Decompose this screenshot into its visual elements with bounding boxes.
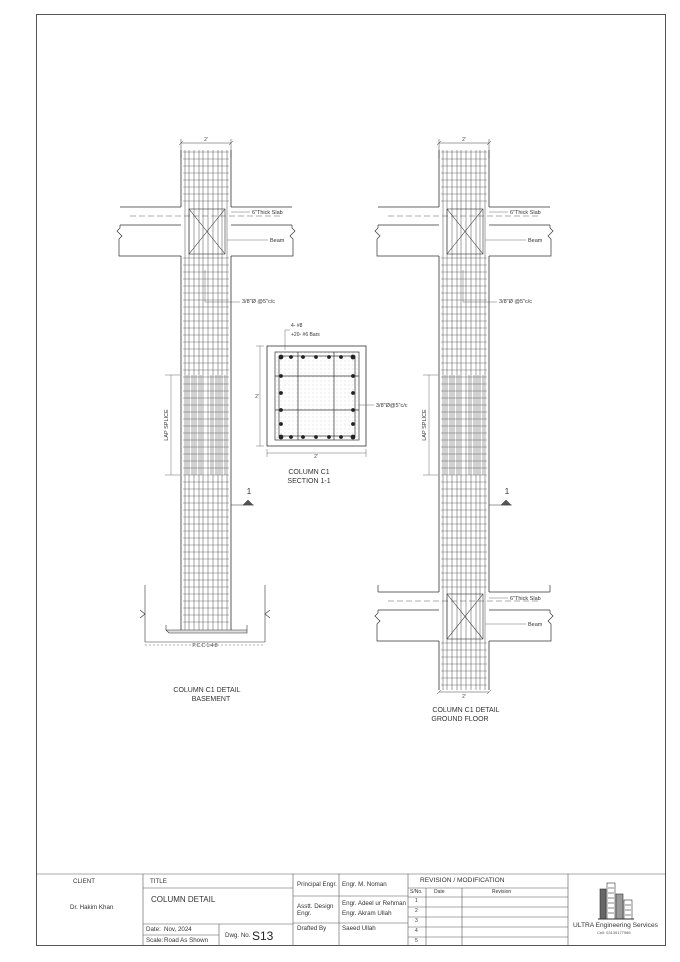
drafted-by-label: Drafted By bbox=[297, 925, 327, 932]
revision-col-date: Date bbox=[434, 889, 445, 895]
scale-label: Scale: bbox=[146, 937, 164, 944]
rebar-dot bbox=[351, 408, 355, 412]
rebar-dot bbox=[279, 355, 284, 360]
rebar-dot bbox=[351, 391, 355, 395]
rebar-dot bbox=[301, 435, 305, 439]
revision-header: REVISION / MODIFICATION bbox=[420, 877, 505, 884]
column-section-1-1 bbox=[255, 323, 408, 485]
rebar-dot bbox=[279, 422, 283, 426]
rebar-dot bbox=[279, 391, 283, 395]
left-pcc-label: P.C.C 1:4:8 bbox=[192, 643, 218, 649]
right-slab-label-2: 6"Thick Slab bbox=[510, 596, 541, 602]
right-beam-label-2: Beam bbox=[528, 622, 543, 628]
revision-col-revision: Revision bbox=[492, 889, 512, 895]
right-beam-label: Beam bbox=[528, 238, 543, 244]
title-label: TITLE bbox=[150, 878, 167, 885]
client-label: CLIENT bbox=[73, 878, 96, 885]
right-bottom-dim-label: 2' bbox=[462, 694, 466, 700]
asst-design-label-1: Asstt. Design bbox=[297, 903, 334, 910]
company-name: ULTRA Engineering Services bbox=[573, 922, 658, 929]
left-slab-label: 6"Thick Slab bbox=[252, 210, 283, 216]
section-bar-note-2: +20- #6 Bars bbox=[291, 332, 320, 338]
revision-col-sno: S/No. bbox=[410, 889, 423, 895]
rebar-dot bbox=[279, 435, 284, 440]
right-tie-label: 3/8"Ø @5"c/c bbox=[499, 299, 533, 305]
asst-design-label-2: Engr. bbox=[297, 910, 312, 917]
left-lap-bars bbox=[187, 375, 225, 475]
rebar-dot bbox=[351, 374, 355, 378]
right-column-elevation bbox=[375, 137, 553, 723]
client-name: Dr. Hakim Khan bbox=[70, 904, 114, 911]
left-section-marker bbox=[231, 500, 254, 505]
revision-row-num: 5 bbox=[415, 938, 418, 944]
rebar-dot bbox=[279, 374, 283, 378]
company-logo-icon bbox=[598, 883, 634, 919]
date-label: Date: bbox=[146, 926, 161, 933]
rebar-dot bbox=[327, 435, 331, 439]
left-lap-splice-label: LAP SPLICE bbox=[164, 409, 170, 441]
revision-row-num: 2 bbox=[415, 908, 418, 914]
rebar-dot bbox=[327, 355, 331, 359]
rebar-dot bbox=[351, 422, 355, 426]
right-slab-label: 6"Thick Slab bbox=[510, 210, 541, 216]
principal-engr-value: Engr. M. Noman bbox=[342, 881, 387, 888]
right-title-line2: GROUND FLOOR bbox=[431, 716, 489, 723]
section-width-dim: 2' bbox=[314, 454, 318, 460]
left-tie-label: 3/8"Ø @5"c/c bbox=[242, 299, 276, 305]
drafted-by-value: Saeed Ullah bbox=[342, 925, 376, 932]
right-width-dim-label: 2' bbox=[462, 137, 466, 143]
date-value: Nov, 2024 bbox=[164, 926, 192, 933]
revision-row-num: 3 bbox=[415, 918, 418, 924]
scale-value: Road As Shown bbox=[164, 937, 209, 944]
section-title-line1: COLUMN C1 bbox=[288, 469, 330, 476]
left-column-elevation bbox=[117, 137, 295, 703]
right-lap-bars bbox=[445, 375, 483, 475]
rebar-dot bbox=[339, 355, 343, 359]
section-title-line2: SECTION 1-1 bbox=[287, 478, 331, 485]
rebar-dot bbox=[314, 355, 318, 359]
section-bar-note-1: 4- #8 bbox=[291, 323, 303, 329]
left-title-line1: COLUMN C1 DETAIL bbox=[173, 687, 241, 694]
left-beam-box bbox=[189, 209, 225, 254]
company-cell: Cell: 03139177986 bbox=[597, 930, 631, 935]
rebar-dot bbox=[314, 435, 318, 439]
rebar-dot bbox=[289, 355, 293, 359]
revision-row-num: 4 bbox=[415, 928, 418, 934]
left-section-mark-label: 1 bbox=[246, 487, 252, 496]
section-height-dim: 2' bbox=[255, 394, 259, 400]
right-title-line1: COLUMN C1 DETAIL bbox=[432, 707, 500, 714]
rebar-dot bbox=[289, 435, 293, 439]
title-value: COLUMN DETAIL bbox=[151, 895, 216, 904]
right-lap-splice-label: LAP SPLICE bbox=[422, 409, 428, 441]
left-vertical-bars bbox=[185, 150, 227, 630]
dwg-no-label: Dwg. No. bbox=[225, 932, 251, 939]
rebar-dot bbox=[351, 435, 356, 440]
rebar-dot bbox=[279, 408, 283, 412]
dwg-no-value: S13 bbox=[252, 929, 274, 943]
revision-row-num: 1 bbox=[415, 898, 418, 904]
rebar-dot bbox=[351, 355, 356, 360]
right-section-mark-label: 1 bbox=[504, 487, 510, 496]
rebar-dot bbox=[339, 435, 343, 439]
section-tie-label: 3/8"Ø@5"c/c bbox=[376, 403, 408, 409]
left-beam-label: Beam bbox=[270, 238, 285, 244]
principal-engr-label: Principal Engr. bbox=[297, 881, 337, 888]
rebar-dot bbox=[301, 355, 305, 359]
left-title-line2: BASEMENT bbox=[191, 696, 231, 703]
right-vertical-bars bbox=[443, 150, 485, 690]
left-width-dim-label: 2' bbox=[204, 137, 208, 143]
asst-design-value-1: Engr. Adeel ur Rehman bbox=[342, 900, 406, 907]
asst-design-value-2: Engr. Akram Ullah bbox=[342, 910, 392, 917]
